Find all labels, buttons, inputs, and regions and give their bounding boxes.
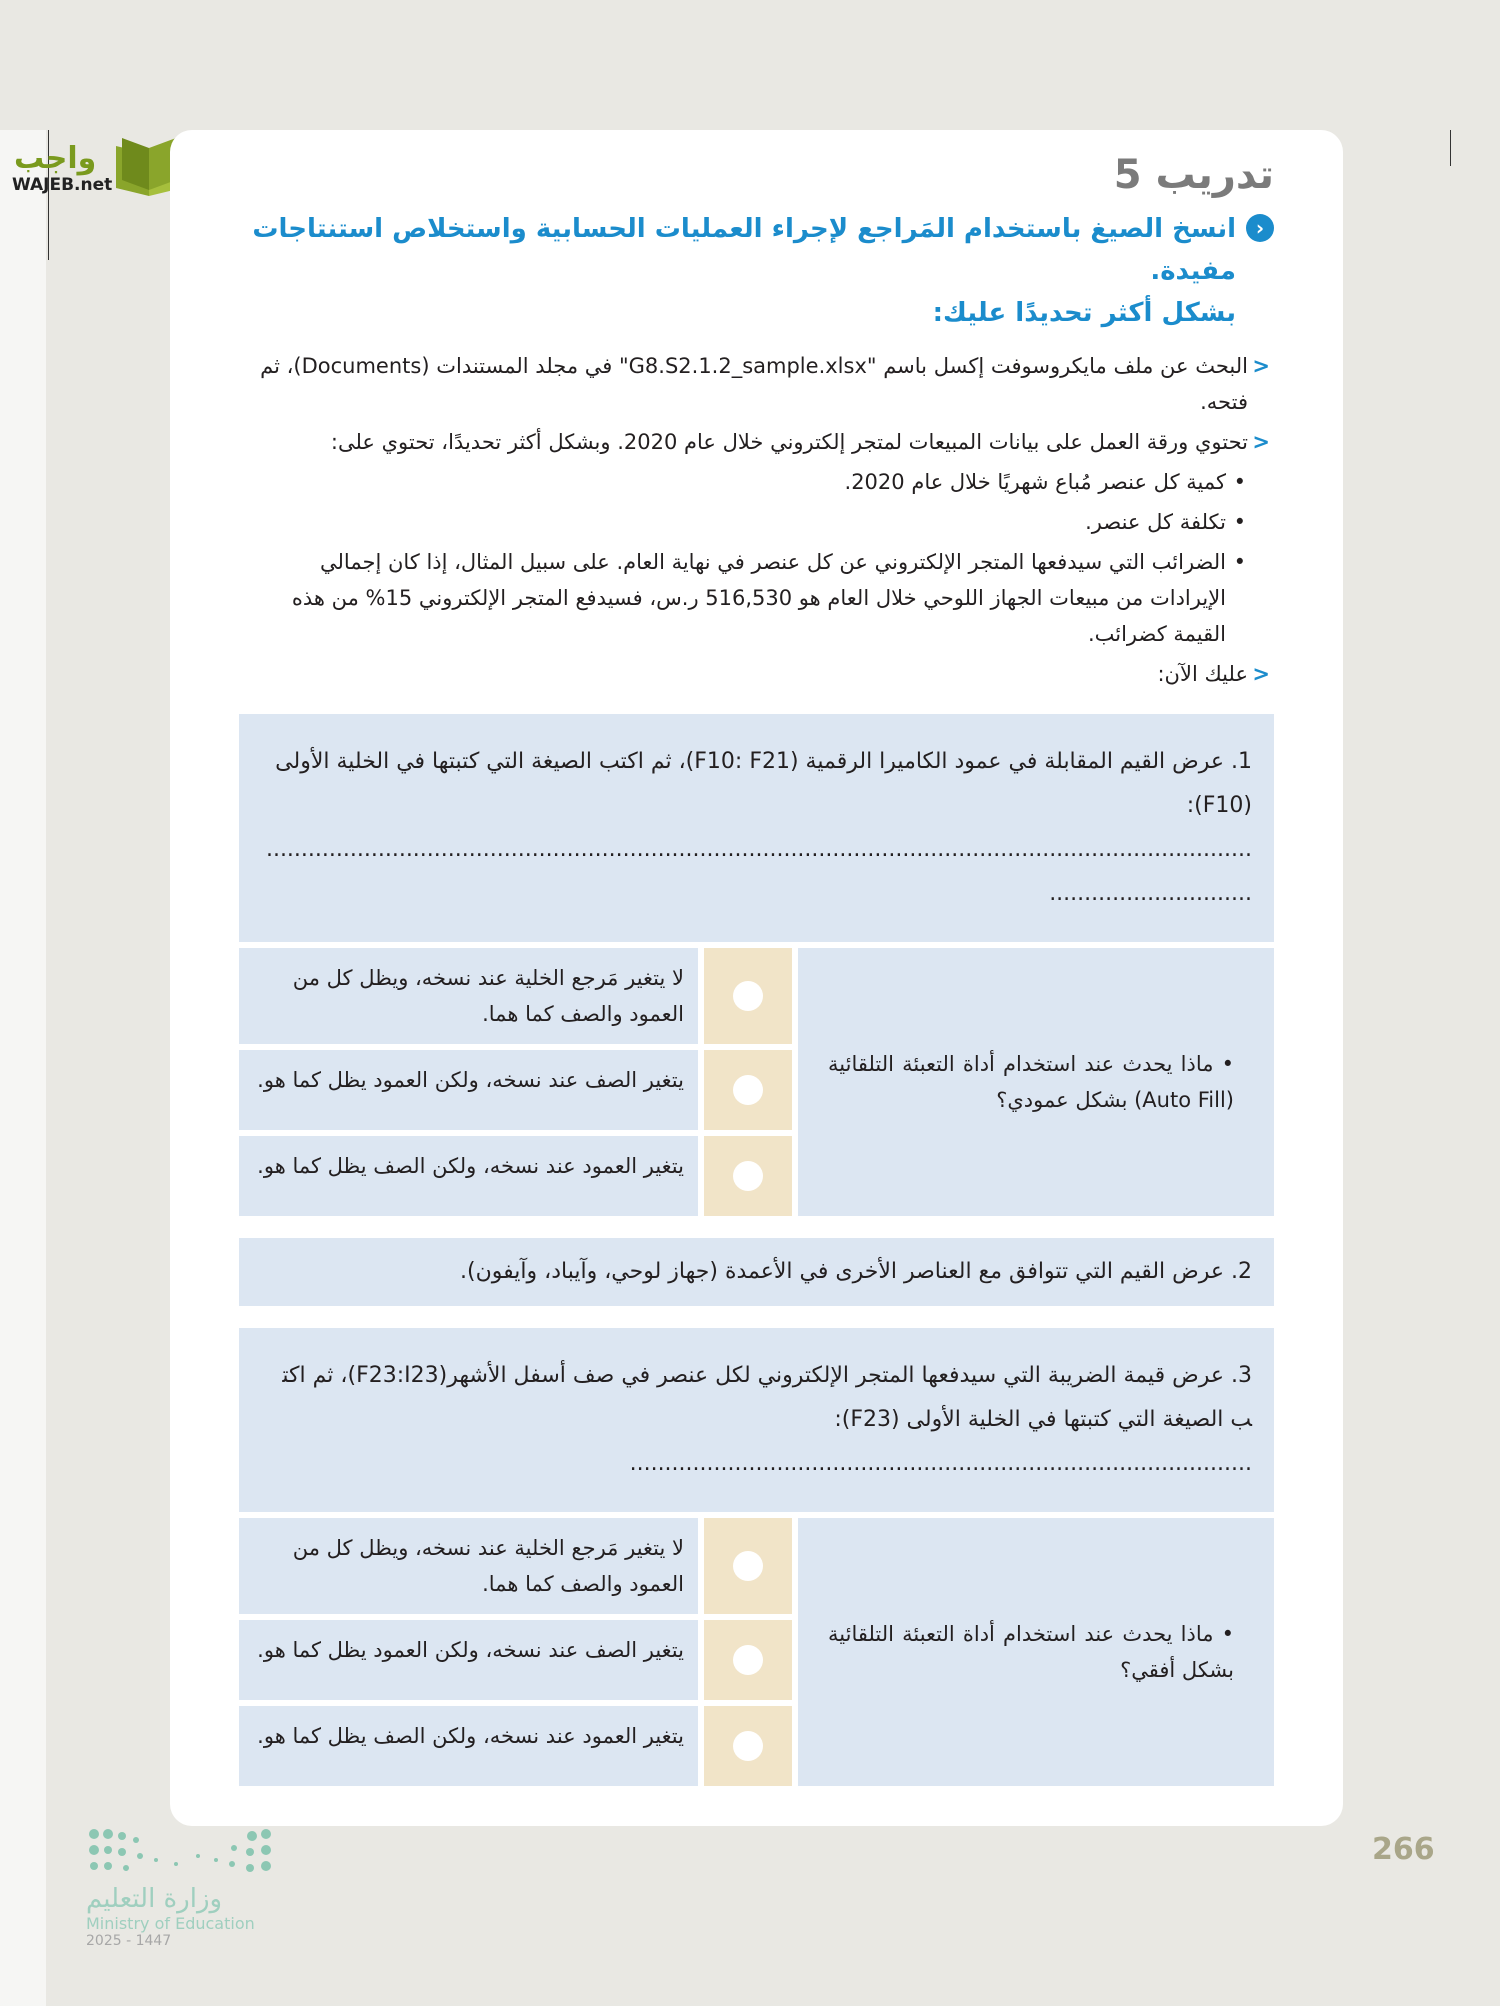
chevron-icon: <	[1252, 662, 1270, 686]
quiz-1-option-3: يتغير العمود عند نسخه، ولكن الصف يظل كما هو.	[239, 1136, 698, 1216]
ministry-dots-icon	[86, 1826, 276, 1876]
page-card	[170, 130, 1343, 1826]
radio-cell	[704, 1136, 792, 1216]
quiz-1-option-2: يتغير الصف عند نسخه، ولكن العمود يظل كما هو.	[239, 1050, 698, 1130]
content-bullet	[239, 544, 1246, 652]
radio-button[interactable]	[733, 1731, 763, 1761]
radio-cell	[704, 1706, 792, 1786]
page-footer	[0, 1826, 1500, 2006]
ministry-arabic: وزارة التعليم	[86, 1884, 223, 1914]
page-title: تدريب 5	[1113, 152, 1274, 198]
heading-line-1: انسخ الصيغ باستخدام المَراجع لإجراء العمليات الحسابية واستخلاص استنتاجات مفيدة.	[252, 214, 1236, 286]
content-bullet	[239, 464, 1246, 500]
radio-button[interactable]	[733, 1645, 763, 1675]
step-item	[239, 424, 1270, 460]
task-1-text: 1. عرض القيم المقابلة في عمود الكاميرا الرقمية (F10: F21)، ثم اكتب الصيغة التي كتبتها في الخلية الأولى (F10): ..........................................................................................................................................................................	[265, 749, 1252, 906]
quiz-2-question	[798, 1518, 1274, 1786]
quiz-2-option-3: يتغير العمود عند نسخه، ولكن الصف يظل كما هو.	[239, 1706, 698, 1786]
quiz-2-option-2: يتغير الصف عند نسخه، ولكن العمود يظل كما هو.	[239, 1620, 698, 1700]
quiz-2-option-1: لا يتغير مَرجع الخلية عند نسخه، ويظل كل من العمود والصف كما هما.	[239, 1518, 698, 1614]
ministry-logo	[86, 1826, 276, 1949]
left-margin-strip	[0, 130, 46, 2006]
task-1-box	[239, 714, 1274, 942]
radio-button[interactable]	[733, 981, 763, 1011]
bullet-icon: •	[1233, 510, 1246, 534]
radio-cell	[704, 1518, 792, 1614]
radio-button[interactable]	[733, 1075, 763, 1105]
wajeb-logo	[4, 134, 194, 198]
ministry-english: Ministry of Education	[86, 1914, 255, 1933]
task-2-text: 2. عرض القيم التي تتوافق مع العناصر الأخرى في الأعمدة (جهاز لوحي، وآيباد، وآيفون).	[460, 1259, 1252, 1284]
quiz-2-question-text: • ماذا يحدث عند استخدام أداة التعبئة التلقائية بشكل أفقي؟	[828, 1622, 1234, 1682]
ministry-year: 2025 - 1447	[86, 1933, 172, 1949]
step-text: البحث عن ملف مايكروسوفت إكسل باسم "G8.S2.1.2_sample.xlsx" في مجلد المستندات (Documents)، ثم فتحه.	[260, 354, 1248, 414]
task-3-text: 3. عرض قيمة الضريبة التي سيدفعها المتجر الإلكتروني لكل عنصر في صف أسفل الأشهر(F23:I23)، ثم اكتب الصيغة التي كتبتها في الخلية الأولى (F23): .........................................................................................	[282, 1363, 1252, 1476]
bullet-text: تكلفة كل عنصر.	[1085, 510, 1226, 534]
now-label	[239, 656, 1270, 692]
now-text: عليك الآن:	[1157, 662, 1248, 686]
step-item	[239, 348, 1270, 420]
radio-button[interactable]	[733, 1551, 763, 1581]
crop-mark	[1450, 130, 1451, 166]
bullet-text: الضرائب التي سيدفعها المتجر الإلكتروني عن كل عنصر في نهاية العام. على سبيل المثال، إذا كان إجمالي الإيرادات من مبيعات الجهاز اللوحي خلال العام هو 516,530 ر.س، فسيدفع المتجر الإلكتروني 15% من هذه القيمة كضرائب.	[291, 550, 1226, 646]
chevron-left-icon: ‹	[1246, 214, 1274, 242]
page-number: 266	[1372, 1832, 1435, 1867]
quiz-1-question	[798, 948, 1274, 1216]
bullet-icon: •	[1233, 470, 1246, 494]
logo-latin: WAJEB.net	[12, 175, 113, 195]
quiz-1-option-1: لا يتغير مَرجع الخلية عند نسخه، ويظل كل من العمود والصف كما هما.	[239, 948, 698, 1044]
bullet-text: كمية كل عنصر مُباع شهريًا خلال عام 2020.	[844, 470, 1226, 494]
step-text: تحتوي ورقة العمل على بيانات المبيعات لمتجر إلكتروني خلال عام 2020. وبشكل أكثر تحديدًا، تحتوي على:	[330, 430, 1248, 454]
radio-cell	[704, 1050, 792, 1130]
quiz-2-grid	[239, 1518, 1274, 1786]
quiz-1-question-text: • ماذا يحدث عند استخدام أداة التعبئة التلقائية (Auto Fill) بشكل عمودي؟	[828, 1052, 1234, 1112]
task-3-box	[239, 1328, 1274, 1512]
heading-line-2: بشكل أكثر تحديدًا عليك:	[932, 298, 1236, 328]
chevron-icon: <	[1252, 430, 1270, 454]
content-bullet	[239, 504, 1246, 540]
quiz-1-grid	[239, 948, 1274, 1216]
exercise-heading	[239, 208, 1265, 334]
bullet-icon: •	[1233, 550, 1246, 574]
radio-button[interactable]	[733, 1161, 763, 1191]
task-2-box	[239, 1238, 1274, 1306]
radio-cell	[704, 1620, 792, 1700]
chevron-icon: <	[1252, 354, 1270, 378]
logo-arabic: واجب	[14, 141, 97, 176]
radio-cell	[704, 948, 792, 1044]
